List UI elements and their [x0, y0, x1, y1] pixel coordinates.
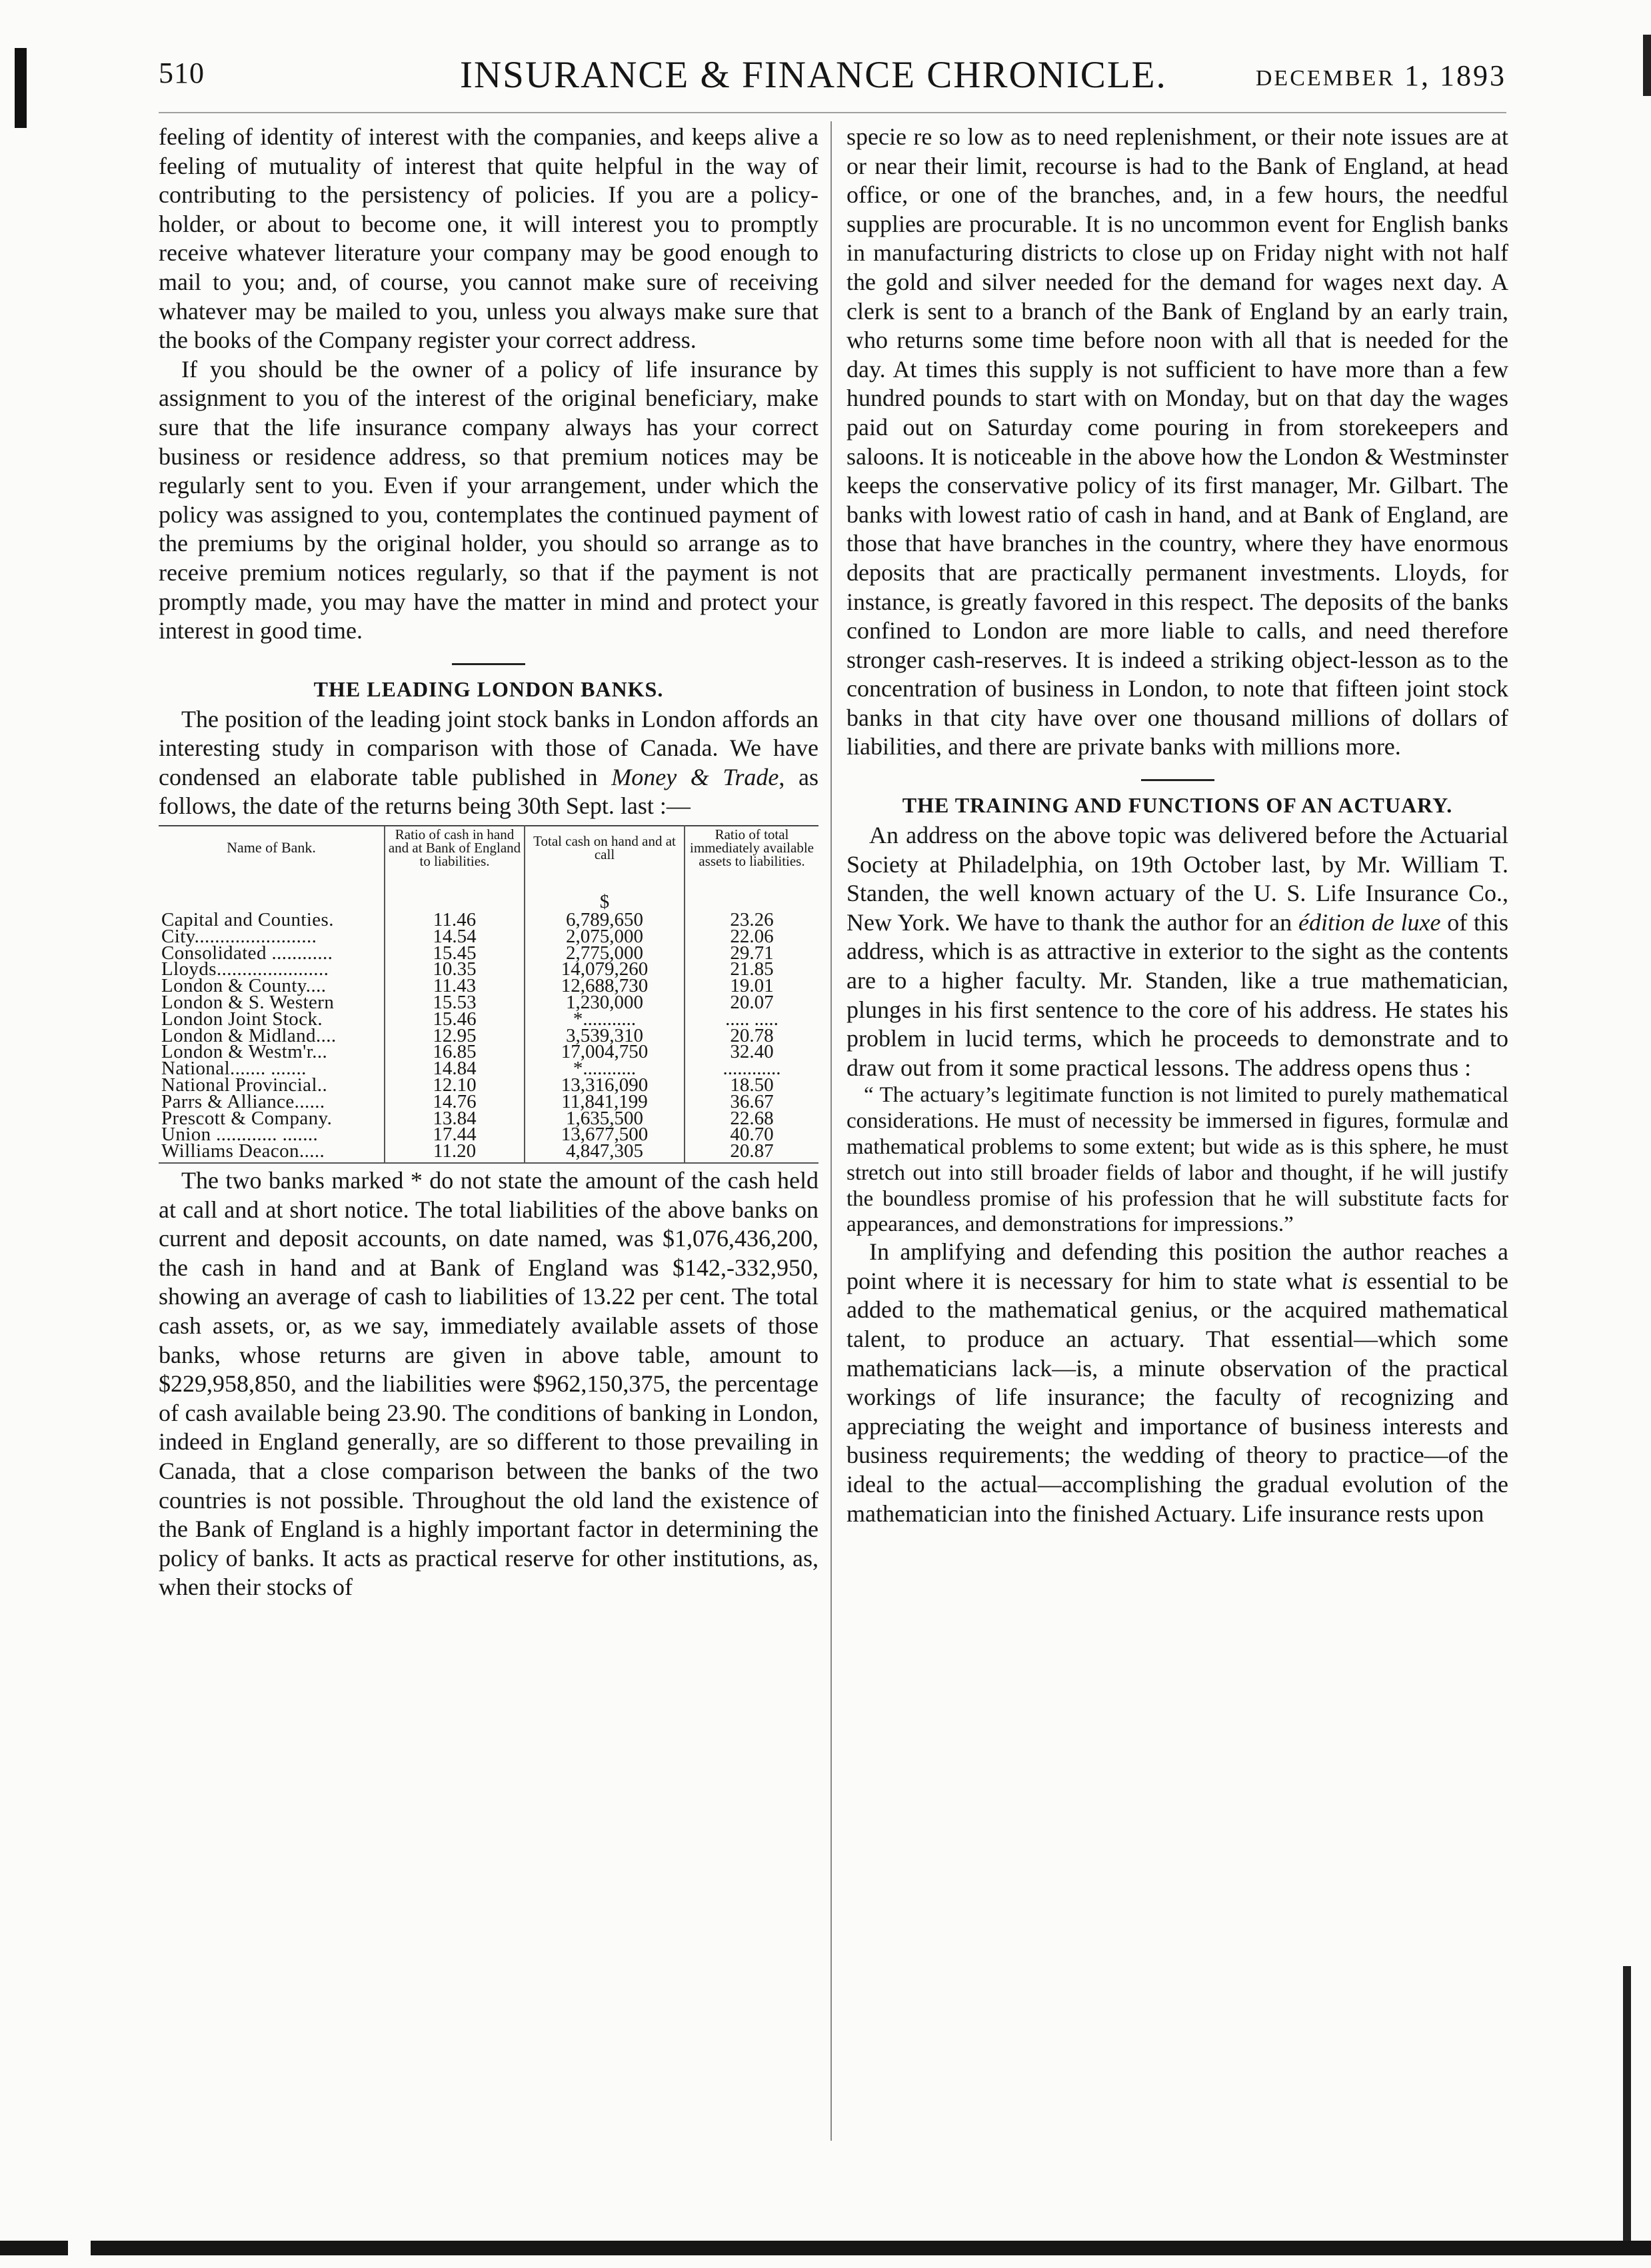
bank-name-cell: National Provincial..: [161, 1074, 328, 1096]
london-banks-table: [159, 825, 819, 1164]
cash-ratio-cell: 15.53: [385, 994, 525, 1011]
right-margin-rule: [1623, 1966, 1631, 2253]
section-divider: [1141, 779, 1214, 781]
cash-ratio-cell: 11.43: [385, 978, 525, 994]
cash-ratio-cell: 14.54: [385, 928, 525, 945]
right-column: [846, 123, 1508, 1528]
total-cash-cell: 6,789,650: [525, 912, 685, 928]
available-ratio-cell: 40.70: [730, 1124, 774, 1146]
cash-ratio-cell: 15.46: [385, 1011, 525, 1028]
paragraph-text-end: essential to be added to the mathematical genius, or the acquired mathematical talent, to produce an actuary. That essential—which some mathematicians lack—is, a minute observation of the practical workings of life insurance; the faculty of recognizing and appreciating the weight and importance of business interests and business requirements; the wedding of theory to practice—of the ideal to the actual—accomplishing the gradual evolution of the mathematician into the finished Actuary. Life insurance rests upon: [846, 1267, 1508, 1527]
column-header-bank-name: Name of Bank.: [159, 826, 385, 877]
cash-ratio-cell: 11.20: [385, 1143, 525, 1163]
table-row: [159, 1143, 819, 1163]
total-cash-cell: 11,841,199: [525, 1094, 685, 1110]
left-column: [159, 123, 819, 1602]
column-header-cash-ratio: Ratio of cash in hand and at Bank of England to liabilities.: [385, 826, 525, 877]
body-paragraph: specie re so low as to need replenishment, or their note issues are at or near their limit, recourse is had to the Bank of England, at head office, or one of the branches, and, in a few hours, the needful supplies are procurable. It is no uncommon event for English banks in manufacturing districts to close up on Friday night with not half the gold and silver needed for the demand for wages next day. A clerk is sent to a branch of the Bank of England by an early train, who returns some time before noon with all that is needed for the day. At times this supply is not sufficient to have more than a few hundred pounds to start with on Monday, but on that day the wages paid out on Saturday come pouring in from storekeepers and saloons. It is noticeable in the above how the London & Westminster keeps the conservative policy of its first manager, Mr. Gilbart. The banks with lowest ratio of cash in hand, and at Bank of England, are those that have branches in the country, where they have enormous deposits that are practically permanent investments. Lloyds, for instance, is greatly favored in this respect. The deposits of the banks confined to London are more liable to calls, and need therefore stronger cash-reserves. It is indeed a striking object-lesson as to the concentration of business in London, to note that fifteen joint stock banks in that city have over one thousand millions of dollars of liabilities, and there are private banks with millions more.: [846, 123, 1508, 760]
bank-name-cell: Capital and Counties.: [161, 909, 334, 931]
bottom-border-gap: [68, 2241, 91, 2255]
total-cash-cell: 3,539,310: [525, 1028, 685, 1044]
total-cash-cell: *...........: [525, 1011, 685, 1028]
bank-name-cell: Lloyds......................: [161, 958, 329, 980]
issue-date-month: DECEMBER: [1255, 66, 1395, 91]
cash-ratio-cell: 12.10: [385, 1077, 525, 1094]
available-ratio-cell: 32.40: [730, 1041, 774, 1063]
paragraph-text: An address on the above topic was delivered before the Actuarial Society at Philadelphia, on 19th October last, by Mr. William T. Standen, the well known actuary of the U. S. Life Insurance Co., New York. We have to thank the author for an: [846, 822, 1508, 936]
available-ratio-cell: 22.68: [730, 1107, 774, 1129]
italic-word: is: [1341, 1267, 1358, 1294]
page-number: 510: [159, 57, 205, 89]
body-paragraph: If you should be the owner of a policy of life insurance by assignment to you of the interest of the original beneficiary, make sure that the life insurance company always has your correct business or residence address, so that premium notices may be regularly sent to you. Even if your arrangement, under which the policy was assigned to you, contemplates the continued payment of the premiums by the original holder, you should so arrange as to receive premium notices regularly, so that if the payment is not promptly made, you may have the matter in mind and protect your interest in good time.: [159, 355, 819, 644]
cash-ratio-cell: 12.95: [385, 1028, 525, 1044]
available-ratio-cell: ..... .....: [725, 1008, 779, 1030]
bank-name-cell: London Joint Stock.: [161, 1008, 323, 1030]
cash-ratio-cell: 17.44: [385, 1126, 525, 1143]
paragraph-text: In amplifying and defending this position the author reaches a point where it is necessary for him to state what: [846, 1238, 1508, 1294]
header-rule: [159, 112, 1506, 113]
bottom-border-rule: [0, 2241, 1651, 2255]
section-heading-actuary: THE TRAINING AND FUNCTIONS OF AN ACTUARY.: [902, 793, 1453, 818]
available-ratio-cell: ............: [723, 1058, 781, 1080]
total-cash-cell: 14,079,260: [525, 961, 685, 978]
total-cash-cell: *...........: [525, 1060, 685, 1077]
total-cash-cell: 12,688,730: [525, 978, 685, 994]
available-ratio-cell: 21.85: [730, 958, 774, 980]
cash-ratio-cell: 16.85: [385, 1044, 525, 1060]
total-cash-cell: 1,635,500: [525, 1110, 685, 1127]
total-cash-cell: 2,075,000: [525, 928, 685, 945]
available-ratio-cell: 36.67: [730, 1090, 774, 1112]
total-cash-cell: 2,775,000: [525, 945, 685, 962]
section-heading-london-banks: THE LEADING LONDON BANKS.: [313, 676, 664, 701]
bank-name-cell: Consolidated ............: [161, 942, 333, 964]
bank-name-cell: Parrs & Alliance......: [161, 1090, 325, 1112]
left-margin-rule: [15, 48, 27, 128]
bank-name-cell: London & Westm'r...: [161, 1041, 328, 1063]
bank-name-cell: London & S. Western: [161, 992, 335, 1014]
total-cash-cell: 13,316,090: [525, 1077, 685, 1094]
cash-ratio-cell: 15.45: [385, 945, 525, 962]
body-paragraph: [846, 1238, 1508, 1528]
bank-name-cell: Union ............ .......: [161, 1124, 319, 1146]
body-paragraph: feeling of identity of interest with the companies, and keeps alive a feeling of mutuality of interest that quite helpful in the way of contributing to the persistency of policies. If you are a policy-holder, or about to become one, it will interest you to promptly receive whatever literature your company may be good enough to mail to you; and, of course, you cannot make sure of receiving whatever may be mailed to you, unless you always make sure that the books of the Company register your correct address.: [159, 123, 819, 354]
column-header-available-ratio: Ratio of total immediately available assets to liabilities.: [685, 826, 819, 877]
total-cash-cell: 1,230,000: [525, 994, 685, 1011]
available-ratio-cell: 20.78: [730, 1024, 774, 1046]
table-header-row: [159, 826, 819, 877]
total-cash-cell: 17,004,750: [525, 1044, 685, 1060]
section-divider: [452, 663, 525, 665]
available-ratio-cell: 20.87: [685, 1143, 819, 1163]
column-divider: [830, 121, 832, 2141]
italic-phrase: édition de luxe: [1298, 908, 1441, 936]
available-ratio-cell: 29.71: [730, 942, 774, 964]
section-intro-text: The position of the leading joint stock banks in London affords an interesting study in comparison with those of Canada. We have condensed an elaborate table published in: [159, 705, 819, 790]
available-ratio-cell: 23.26: [730, 909, 774, 931]
section-intro-paragraph: [159, 705, 819, 821]
bank-name-cell: London & Midland....: [161, 1024, 337, 1046]
paragraph-text-end: of this address, which is as attractive in exterior to the sight as the contents are to a higher faculty. Mr. Standen, like a true mathematician, plunges in his first sentence to the core of his address. He states his problem in lucid terms, which he proceeds to demonstrate and to draw out from it some practical lessons. The address opens thus :: [846, 908, 1508, 1081]
cash-ratio-cell: 10.35: [385, 961, 525, 978]
cash-ratio-cell: 13.84: [385, 1110, 525, 1127]
table-unit-row: [159, 877, 819, 912]
body-paragraph: The two banks marked * do not state the amount of the cash held at call and at short notice. The total liabilities of the above banks on current and deposit accounts, on date named, was $1,076,436,200, the cash in hand and at Bank of England was $142,-332,950, showing an average of cash to liabilities of 13.22 per cent. The total cash assets, or, as we say, immediately available assets of those banks, whose returns are given in above table, amount to $229,958,850, and the liabilities were $962,150,375, the percentage of cash available being 23.90. The conditions of banking in London, indeed in England generally, are so different to those prevailing in Canada, that a close comparison between the banks of the two countries is not possible. Throughout the old land the existence of the Bank of England is a highly important factor in determining the policy of banks. It acts as practical reserve for other institutions, as, when their stocks of: [159, 1167, 819, 1601]
column-header-total-cash: Total cash on hand and at call: [525, 826, 685, 877]
issue-date-day-year: 1, 1893: [1395, 59, 1506, 92]
bank-name-cell: City........................: [161, 925, 317, 947]
bank-name-cell: London & County....: [161, 975, 327, 997]
available-ratio-cell: 18.50: [730, 1074, 774, 1096]
total-cash-cell: 4,847,305: [525, 1143, 685, 1163]
section-intro-text-end: , as follows, the date of the returns being 30th Sept. last :—: [159, 763, 819, 820]
address-quotation: “ The actuary’s legitimate function is not limited to purely mathematical considerations. He must of necessity be immersed in figures, formulæ and mathematical problems to some extent; but wide as is this sphere, he must stretch out into still broader fields of labor and thought, if he will justify the boundless promise of his profession that he will substitute facts for appearances, and demonstrations for impressions.”: [846, 1083, 1508, 1237]
available-ratio-cell: 20.07: [730, 992, 774, 1014]
cash-ratio-cell: 14.76: [385, 1094, 525, 1110]
bank-name-cell: Williams Deacon.....: [159, 1143, 385, 1163]
bank-name-cell: Prescott & Company.: [161, 1107, 333, 1129]
running-head: [159, 53, 1506, 107]
publication-title: Money & Trade: [611, 763, 779, 790]
cash-ratio-cell: 14.84: [385, 1060, 525, 1077]
bank-name-cell: National....... .......: [161, 1058, 307, 1080]
currency-unit: $: [525, 877, 685, 912]
issue-date: [1256, 59, 1506, 93]
cash-ratio-cell: 11.46: [385, 912, 525, 928]
body-paragraph: [846, 821, 1508, 1082]
available-ratio-cell: 19.01: [730, 975, 774, 997]
right-edge-mark: [1643, 35, 1651, 96]
total-cash-cell: 13,677,500: [525, 1126, 685, 1143]
available-ratio-cell: 22.06: [730, 925, 774, 947]
journal-title: INSURANCE & FINANCE CHRONICLE.: [460, 54, 1167, 96]
